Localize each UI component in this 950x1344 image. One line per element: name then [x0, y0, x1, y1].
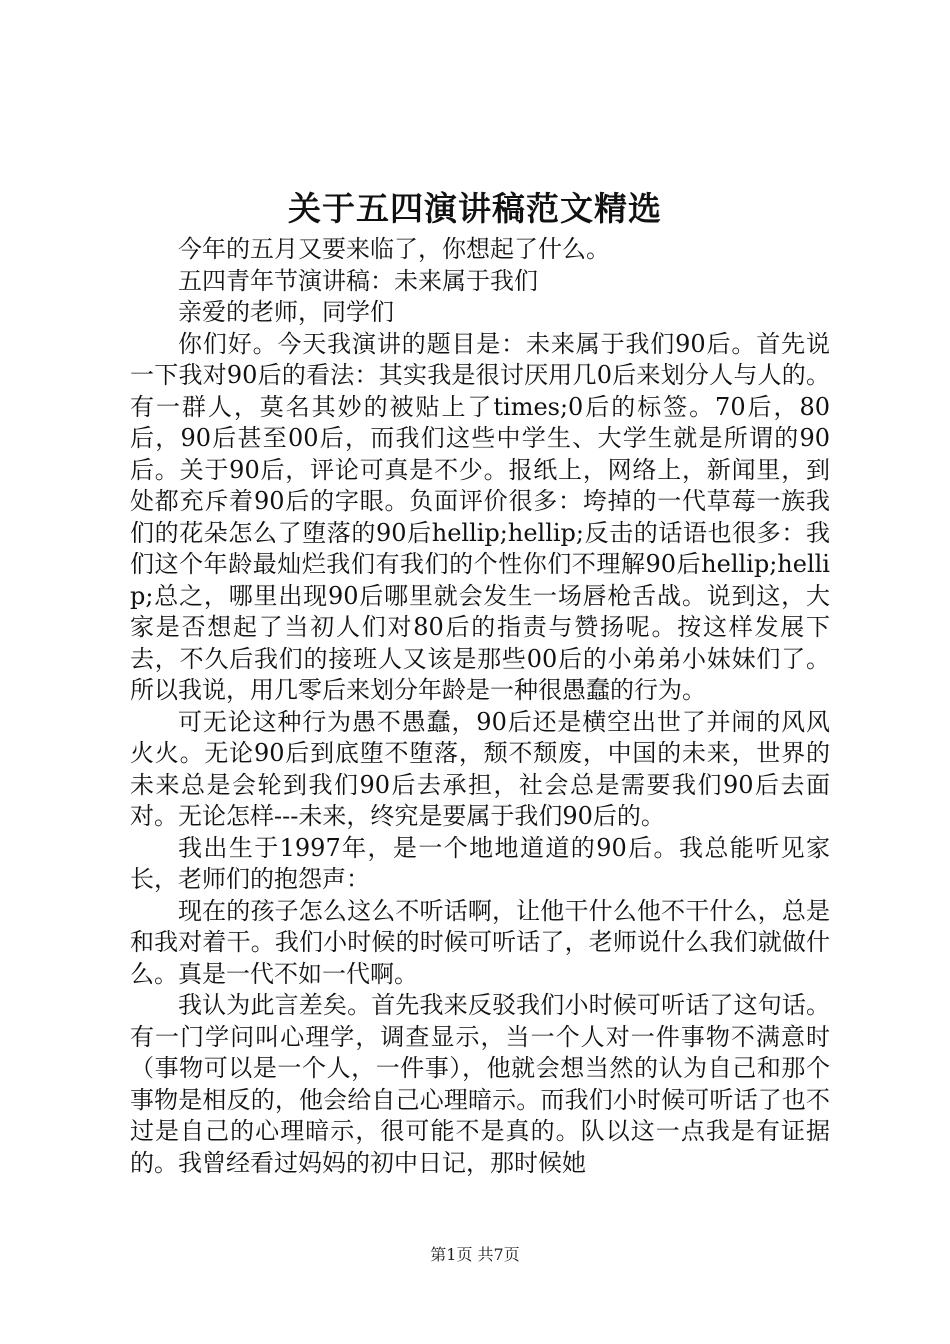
paragraph-6: 我出生于1997年，是一个地地道道的90后。我总能听见家长，老师们的抱怨声： [130, 833, 830, 893]
document-body [130, 234, 830, 1179]
page-number-footer: 第1页 共7页 [430, 1245, 520, 1264]
document-title: 关于五四演讲稿范文精选 [288, 189, 662, 228]
paragraph-1: 今年的五月又要来临了，你想起了什么。 [178, 235, 610, 263]
paragraph-7: 现在的孩子怎么这么不听话啊，让他干什么他不干什么，总是和我对着干。我们小时候的时候可听话了，老师说什么我们就做什么。真是一代不如一代啊。 [130, 896, 830, 988]
paragraph-2: 五四青年节演讲稿：未来属于我们 [178, 266, 538, 295]
paragraph-8: 我认为此言差矣。首先我来反驳我们小时候可听话了这句话。有一门学问叫心理学，调查显示，当一个人对一件事物不满意时（事物可以是一个人，一件事），他就会想当然的认为自己和那个事物是相反的，他会给自己心理暗示。而我们小时候可听话了也不过是自己的心理暗示，很可能不是真的。队以这一点我是有证据的。我曾经看过妈妈的初中日记，那时候她 [130, 991, 830, 1177]
paragraph-3: 亲爱的老师，同学们 [178, 298, 394, 326]
paragraph-4: 你们好。今天我演讲的题目是：未来属于我们90后。首先说一下我对90后的看法：其实我是很讨厌用几0后来划分人与人的。有一群人，莫名其妙的被贴上了times;0后的标签。70后，80后，90后甚至00后，而我们这些中学生、大学生就是所谓的90后。关于90后，评论可真是不少。报纸上，网络上，新闻里，到处都充斥着90后的字眼。负面评价很多：垮掉的一代草莓一族我们的花朵怎么了堕落的90后hellip;hellip;反击的话语也很多：我们这个年龄最灿烂我们有我们的个性你们不理解90后hellip;hellip;总之，哪里出现90后哪里就会发生一场唇枪舌战。说到这，大家是否想起了当初人们对80后的指责与赞扬呢。按这样发展下去，不久后我们的接班人又该是那些00后的小弟弟小妹妹们了。所以我说，用几零后来划分年龄是一种很愚蠢的行为。 [130, 329, 830, 704]
paragraph-5: 可无论这种行为愚不愚蠢，90后还是横空出世了并闹的风风火火。无论90后到底堕不堕落，颓不颓废，中国的未来，世界的未来总是会轮到我们90后去承担，社会总是需要我们90后去面对。无论怎样---未来，终究是要属于我们90后的。 [130, 707, 830, 830]
